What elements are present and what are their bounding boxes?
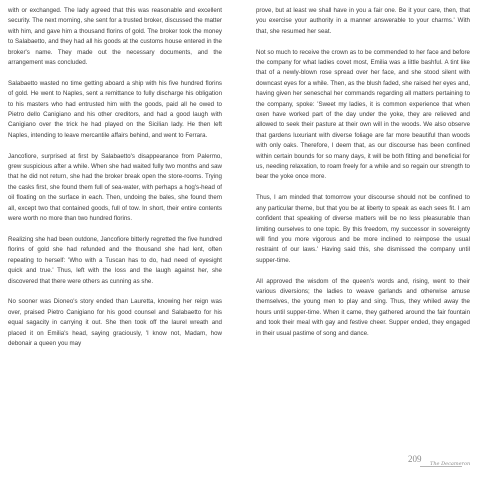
paragraph: All approved the wisdom of the queen's words and, rising, went to their various diversions; the ladies to weave garlands and otherwise amuse themselves, the young men to play and sing. Thus, they whiled away the hours until supper-time. When it came, they gathered around the fair fountain and took their meal with gay and festive cheer. Supper ended, they engaged in their usual pastime of song and dance. xyxy=(256,277,470,337)
paragraph: Jancofiore, surprised at first by Salabaetto's disappearance from Palermo, grew suspicious after a while. When she had waited fully two months and saw that he did not return, she had the broker break open the store-rooms. Trying the casks first, she found them full of sea-water, with perhaps a hog's-head of oil floating on the surface in each. Then, undoing the bales, she found them all, except two that contained goods, full of tow. In short, their entire contents were worth no more than two hundred florins. xyxy=(8,152,222,223)
right-text-column xyxy=(256,6,470,349)
running-title: The Decameron xyxy=(430,461,471,467)
paragraph: No sooner was Dioneo's story ended than Lauretta, knowing her reign was over, praised Pietro Canigiano for his good counsel and Salabaetto for his equal sagacity in carrying it out. She then took off the laurel wreath and placed it on Emilia's head, saying graciously, 'I know not, Madam, how debonair a queen you may xyxy=(8,298,222,347)
page-number: 209 xyxy=(408,454,422,464)
paragraph: with or exchanged. The lady agreed that this was reasonable and excellent security. The next morning, she sent for a trusted broker, discussed the matter with him, and gave him a thousand florins of gold. The broker took the money to Salabaetto, and they had all his goods at the customs house entered in the broker's name. They made out the necessary documents, and the arrangement was concluded. xyxy=(8,7,222,67)
paragraph: Not so much to receive the crown as to be commended to her face and before the company for what ladies covet most, Emilia was a little bashful. A tint like that of a newly-blown rose spread over her face, and she stood silent with downcast eyes for a while. Then, as the blush faded, she raised her eyes and, having given her seneschal her commands regarding all matters pertaining to the company, spoke: 'Sweet my ladies, it is common experience that when oxen have worked part of the day under the yoke, they are relieved and allowed to seek their pasture at their own will in the woods. We also observe that gardens luxuriant with diverse foliage are far more beautiful than woods with only oaks. Therefore, I deem that, as our discourse has been confined within certain bounds for so many days, it will be both fitting and beneficial for us, needing relaxation, to roam freely for a while and so regain our strength to bear the yoke once more. xyxy=(256,48,470,181)
paragraph: prove, but at least we shall have in you a fair one. Be it your care, then, that you exercise your authority in a manner answerable to your charms.' With that, she resumed her seat. xyxy=(256,7,470,35)
paragraph: Salabaetto wasted no time getting aboard a ship with his five hundred florins of gold. He went to Naples, sent a remittance to fully discharge his obligation to his masters who had entrusted him with the goods, paid all he owed to Pietro dello Canigiano and his other creditors, and had a good laugh with Canigiano over the trick he had played on the Sicilian lady. He then left Naples, intending to leave mercantile affairs behind, and went to Ferrara. xyxy=(8,79,222,139)
paragraph: Thus, I am minded that tomorrow your discourse should not be confined to any particular theme, but that you be at liberty to speak as each sees fit. I am confident that speaking of diverse matters will be no less pleasurable than limiting ourselves to one topic. By this freedom, my successor in sovereignty will find you more vigorous and be more inclined to reimpose the usual restraint of our laws.' Having said this, she dismissed the company until supper-time. xyxy=(256,194,470,264)
left-text-column xyxy=(8,6,222,360)
paragraph: Realizing she had been outdone, Jancofiore bitterly regretted the five hundred florins of gold she had refunded and the thousand she had lent, often repeating to herself: 'Who with a Tuscan has to do, had need of eyesight quick and true.' Thus, left with the loss and the laugh against her, she discovered that there were others as cunning as she. xyxy=(8,235,222,285)
